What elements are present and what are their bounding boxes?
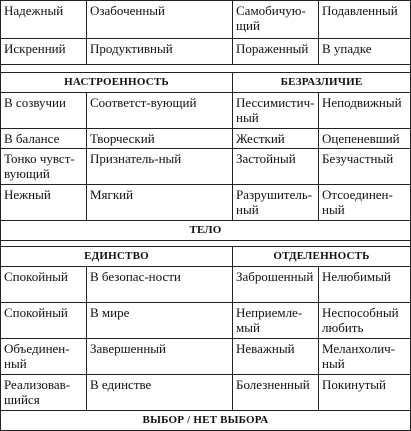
table-row — [1, 129, 411, 149]
table-cell: Отсоединен-ный — [319, 185, 411, 221]
section-header-telo: ТЕЛО — [1, 221, 411, 241]
table-cell: Надежный — [1, 1, 87, 39]
table-cell: Тонко чувст-вующий — [1, 149, 87, 185]
table-row — [1, 185, 411, 221]
table-cell: Жесткий — [233, 129, 319, 149]
table-cell: Соответст-вующий — [87, 93, 233, 129]
table-cell: Застойный — [233, 149, 319, 185]
section-header-otdelennost: ОТДЕЛЕННОСТЬ — [233, 247, 411, 267]
section-header-row — [1, 73, 411, 93]
table-cell: Неприемле-мый — [233, 303, 319, 339]
table-cell: Завершенный — [87, 339, 233, 375]
table-cell: Покинутый — [319, 375, 411, 411]
table-cell: Болезненный — [233, 375, 319, 411]
table-cell: Пессимистич-ный — [233, 93, 319, 129]
table-cell: Мягкий — [87, 185, 233, 221]
table-cell: Неподвижный — [319, 93, 411, 129]
table-cell: Реализовав-шийся — [1, 375, 87, 411]
table-row — [1, 267, 411, 303]
table-row — [1, 339, 411, 375]
table-cell: Нежный — [1, 185, 87, 221]
table-cell: Заброшенный — [233, 267, 319, 303]
table-row — [1, 303, 411, 339]
table-cell: В единстве — [87, 375, 233, 411]
table-row — [1, 39, 411, 65]
section-header-nastroennost: НАСТРОЕННОСТЬ — [1, 73, 233, 93]
table-cell: Меланхолич-ный — [319, 339, 411, 375]
table-cell: Признатель-ный — [87, 149, 233, 185]
section-header-bezrazlichie: БЕЗРАЗЛИЧИЕ — [233, 73, 411, 93]
table-cell: В упадке — [319, 39, 411, 65]
table-cell: Безучастный — [319, 149, 411, 185]
table-cell: В безопас-ности — [87, 267, 233, 303]
table-row — [1, 1, 411, 39]
spacer-row — [1, 65, 411, 73]
table-cell: В созвучии — [1, 93, 87, 129]
table-cell: Неважный — [233, 339, 319, 375]
table-cell: Неспособный любить — [319, 303, 411, 339]
table-row — [1, 149, 411, 185]
table-cell: Продуктивный — [87, 39, 233, 65]
spacer — [1, 65, 411, 73]
table-row — [1, 93, 411, 129]
section-header-row — [1, 247, 411, 267]
section-header-vybor: ВЫБОР / НЕТ ВЫБОРА — [1, 411, 411, 431]
table-cell: Объединен-ный — [1, 339, 87, 375]
table-cell: Оцепеневший — [319, 129, 411, 149]
table-row — [1, 375, 411, 411]
table-cell: В балансе — [1, 129, 87, 149]
table-cell: Подавленный — [319, 1, 411, 39]
table-cell: Пораженный — [233, 39, 319, 65]
table-cell: Разрушитель-ный — [233, 185, 319, 221]
table-cell: Спокойный — [1, 267, 87, 303]
table-cell: Самобичую-щий — [233, 1, 319, 39]
section-header-row — [1, 411, 411, 431]
table-cell: Нелюбимый — [319, 267, 411, 303]
table-cell: Озабоченный — [87, 1, 233, 39]
table-cell: Искренний — [1, 39, 87, 65]
table-cell: Спокойный — [1, 303, 87, 339]
section-header-edinstvo: ЕДИНСТВО — [1, 247, 233, 267]
table-cell: В мире — [87, 303, 233, 339]
section-header-row — [1, 221, 411, 241]
table-cell: Творческий — [87, 129, 233, 149]
